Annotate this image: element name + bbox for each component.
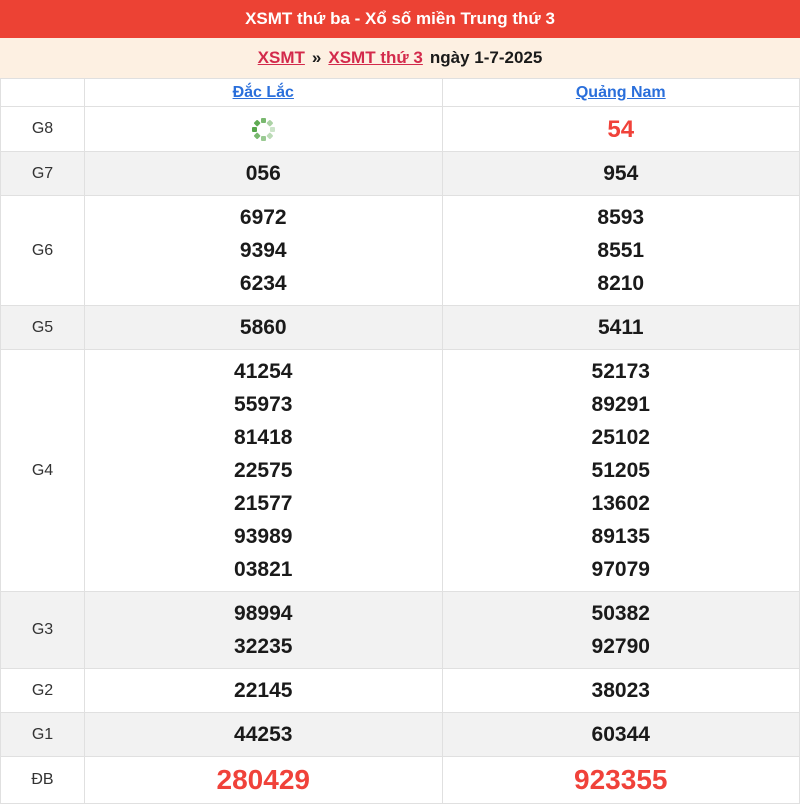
results-table [0,78,800,804]
result-number: 03821 [234,558,293,581]
result-cell [442,107,800,152]
prize-row-g6 [1,196,800,306]
prize-label: G5 [1,306,85,350]
result-number: 280429 [216,764,310,795]
result-number: 92790 [591,635,650,658]
result-number: 9394 [239,239,287,262]
result-number: 6972 [239,206,287,229]
prize-row-g3 [1,592,800,669]
result-number: 44253 [234,723,293,746]
result-cell [85,306,443,350]
result-cell [85,713,443,757]
prize-label: G3 [1,592,85,669]
result-number: 60344 [591,723,650,746]
result-number: 22145 [234,679,293,702]
result-number: 97079 [591,558,650,581]
result-number: 8593 [597,206,645,229]
prize-label: G8 [1,107,85,152]
result-cell [442,196,800,306]
prize-label: G4 [1,350,85,592]
result-number: 923355 [574,764,668,795]
result-number: 954 [603,162,639,185]
result-cell [85,669,443,713]
result-number: 22575 [234,459,293,482]
page-title: XSMT thứ ba - Xổ số miền Trung thứ 3 [245,9,555,28]
result-number: 25102 [591,426,650,449]
prize-row-g8 [1,107,800,152]
result-cell [85,350,443,592]
result-cell [442,669,800,713]
prize-label: ĐB [1,757,85,804]
result-number: 52173 [591,360,650,383]
page-banner [0,0,800,38]
prize-row-g4 [1,350,800,592]
result-number: 6234 [239,272,287,295]
breadcrumb-link-xsmt-thu-3[interactable]: XSMT thứ 3 [328,48,423,67]
result-number: 21577 [234,492,293,515]
result-number: 056 [245,162,281,185]
result-cell [85,107,443,152]
breadcrumb-separator-icon: » [311,48,322,67]
province-link-dac-lac[interactable]: Đắc Lắc [232,83,294,101]
breadcrumb [0,38,800,78]
result-cell [85,757,443,804]
result-number: 54 [607,115,635,143]
prize-row-g7 [1,152,800,196]
breadcrumb-date: ngày 1-7-2025 [429,48,543,67]
result-cell [442,350,800,592]
result-number: 50382 [591,602,650,625]
result-number: 32235 [234,635,293,658]
loading-spinner-icon [251,117,275,141]
result-number: 55973 [234,393,293,416]
result-number: 93989 [234,525,293,548]
result-cell [442,592,800,669]
prize-row-g2 [1,669,800,713]
result-number: 89291 [591,393,650,416]
province-link-quang-nam[interactable]: Quảng Nam [575,83,666,101]
prize-label: G2 [1,669,85,713]
result-number: 5860 [239,316,287,339]
result-cell [85,196,443,306]
province-header-row [1,79,800,107]
results-table-body [1,107,800,804]
prize-row-g5 [1,306,800,350]
result-number: 13602 [591,492,650,515]
result-number: 5411 [597,316,644,339]
result-number: 8210 [597,272,645,295]
result-number: 98994 [234,602,293,625]
result-cell [85,152,443,196]
breadcrumb-link-xsmt[interactable]: XSMT [257,48,305,67]
result-cell [85,592,443,669]
prize-label: G1 [1,713,85,757]
result-number: 81418 [234,426,293,449]
result-cell [442,713,800,757]
result-number: 89135 [591,525,650,548]
prize-row-g1 [1,713,800,757]
result-number: 38023 [591,679,650,702]
result-number: 41254 [234,360,293,383]
result-cell [442,306,800,350]
prize-label: G7 [1,152,85,196]
corner-cell [1,79,85,107]
result-number: 8551 [597,239,645,262]
result-number: 51205 [591,459,650,482]
prize-row-đb [1,757,800,804]
prize-label: G6 [1,196,85,306]
result-cell [442,152,800,196]
result-cell [442,757,800,804]
